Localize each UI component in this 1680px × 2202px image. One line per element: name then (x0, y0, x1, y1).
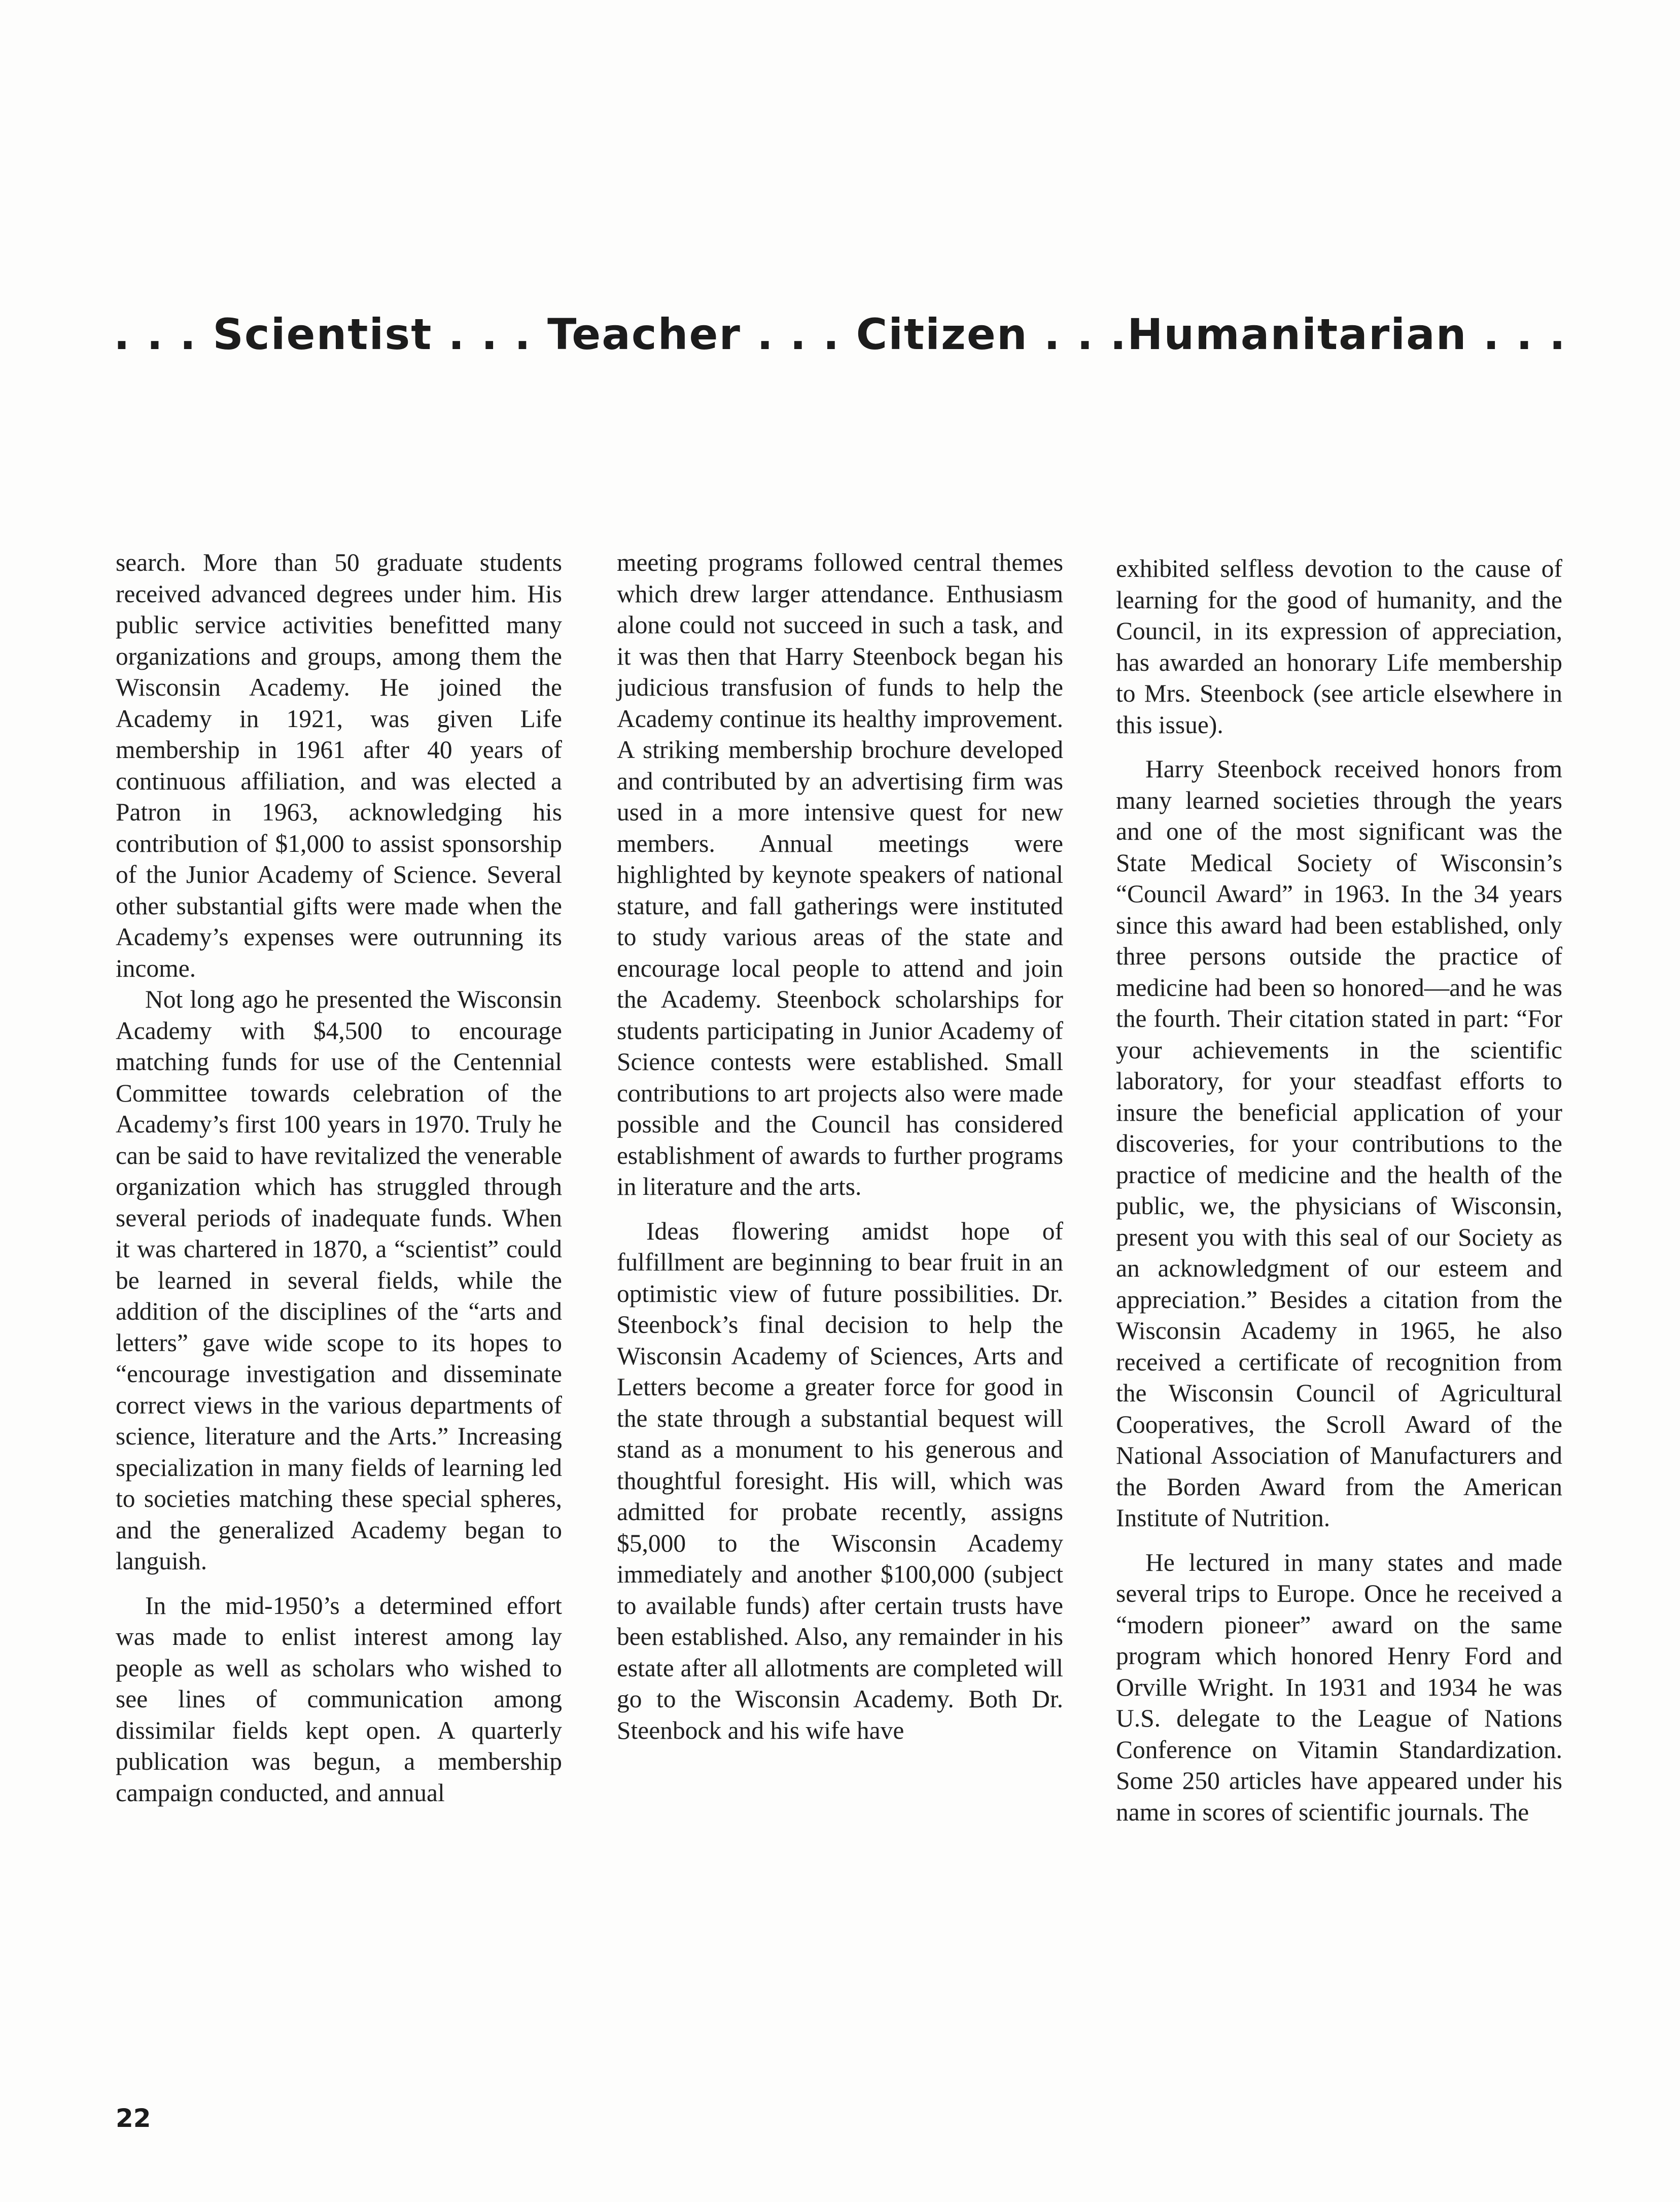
paragraph: meeting programs followed central themes which drew larger attendance. Enthusiasm alone could not succeed in such a task, and it was then that Harry Steenbock began his judicious transfusion of funds to help the Academy continue its healthy improvement. A striking membership brochure developed and contributed by an advertising firm was used in a more intensive quest for new members. Annual meetings were highlighted by keynote speakers of national stature, and fall gatherings were instituted to study various areas of the state and encourage local people to attend and join the Academy. Steenbock scholarships for students participating in Junior Academy of Science contests were established. Small contributions to art projects also were made possible and the Council has considered establishment of awards to further programs in literature and the arts. (617, 548, 1063, 1200)
paragraph: He lectured in many states and made several trips to Europe. Once he received a “modern pioneer” award on the same program which honored Henry Ford and Orville Wright. In 1931 and 1934 he was U.S. delegate to the League of Nations Conference on Vitamin Standardization. Some 250 articles have appeared under his name in scores of scientific journals. The (1116, 1548, 1562, 1826)
paragraph: Harry Steenbock received honors from many learned societies through the years and one of the most significant was the State Medical Society of Wisconsin’s “Council Award” in 1963. In the 34 years since this award had been established, only three persons outside the practice of medicine had been so honored—and he was the fourth. Their citation stated in part: “For your achievements in the scientific laboratory, for your steadfast efforts to insure the beneficial application of your discoveries, for your contributions to the practice of medicine and the health of the public, we, the physicians of Wisconsin, present you with this seal of our Society as an acknowledgment of our esteem and appreciation.” Besides a citation from the Wisconsin Academy in 1965, he also received a certificate of recognition from the Wisconsin Council of Agricultural Cooperatives, the Scroll Award of the National Association of Manufacturers and the Borden Award from the American Institute of Nutrition. (1116, 755, 1562, 1532)
paragraph: In the mid-1950’s a determined effort was made to enlist interest among lay people as well as scholars who wished to see lines of communication among dissimilar fields kept open. A quarterly publication was begun, a membership campaign conducted, and annual (116, 1591, 562, 1807)
paragraph: Not long ago he presented the Wisconsin Academy with $4,500 to encourage matching funds for use of the Centennial Committee towards celebration of the Academy’s first 100 years in 1970. Truly he can be said to have revitalized the venerable organization which has struggled through several periods of inadequate funds. When it was chartered in 1870, a “scientist” could be learned in several fields, while the addition of the disciplines of the “arts and letters” gave wide scope to its hopes to “encourage investigation and disseminate correct views in the various departments of science, literature and the Arts.” Increasing specialization in many fields of learning led to societies matching these special spheres, and the generalized Academy began to languish. (116, 985, 562, 1575)
paragraph: search. More than 50 graduate students received advanced degrees under him. His public service activities benefitted many organizations and groups, among them the Wisconsin Academy. He joined the Academy in 1921, was given Life membership in 1961 after 40 years of continuous affiliation, and was elected a Patron in 1963, acknowledging his contribution of $1,000 to assist sponsorship of the Junior Academy of Science. Several other substantial gifts were made when the Academy’s expenses were outrunning its income. (116, 548, 562, 982)
text-column-3 (1116, 553, 1562, 1828)
paragraph: Ideas flowering amidst hope of fulfillment are beginning to bear fruit in an optimistic view of future possibilities. Dr. Steenbock’s final decision to help the Wisconsin Academy of Sciences, Arts and Letters become a greater force for good in the state through a substantial bequest will stand as a monument to his generous and thoughtful foresight. His will, which was admitted for probate recently, assigns $5,000 to the Wisconsin Academy immediately and another $100,000 (subject to available funds) after certain trusts have been established. Also, any remainder in his estate after all allotments are completed will go to the Wisconsin Academy. Both Dr. Steenbock and his wife have (617, 1217, 1063, 1744)
paragraph: exhibited selfless devotion to the cause of learning for the good of humanity, and the Council, in its expression of appreciation, has awarded an honorary Life membership to Mrs. Steenbock (see article elsewhere in this issue). (1116, 555, 1562, 739)
page-banner-title: . . . Scientist . . . Teacher . . . Citizen . . .Humanitarian . . . (113, 309, 1567, 359)
text-column-2 (617, 547, 1063, 1746)
text-column-1 (116, 547, 562, 1808)
page-number: 22 (116, 2104, 151, 2133)
